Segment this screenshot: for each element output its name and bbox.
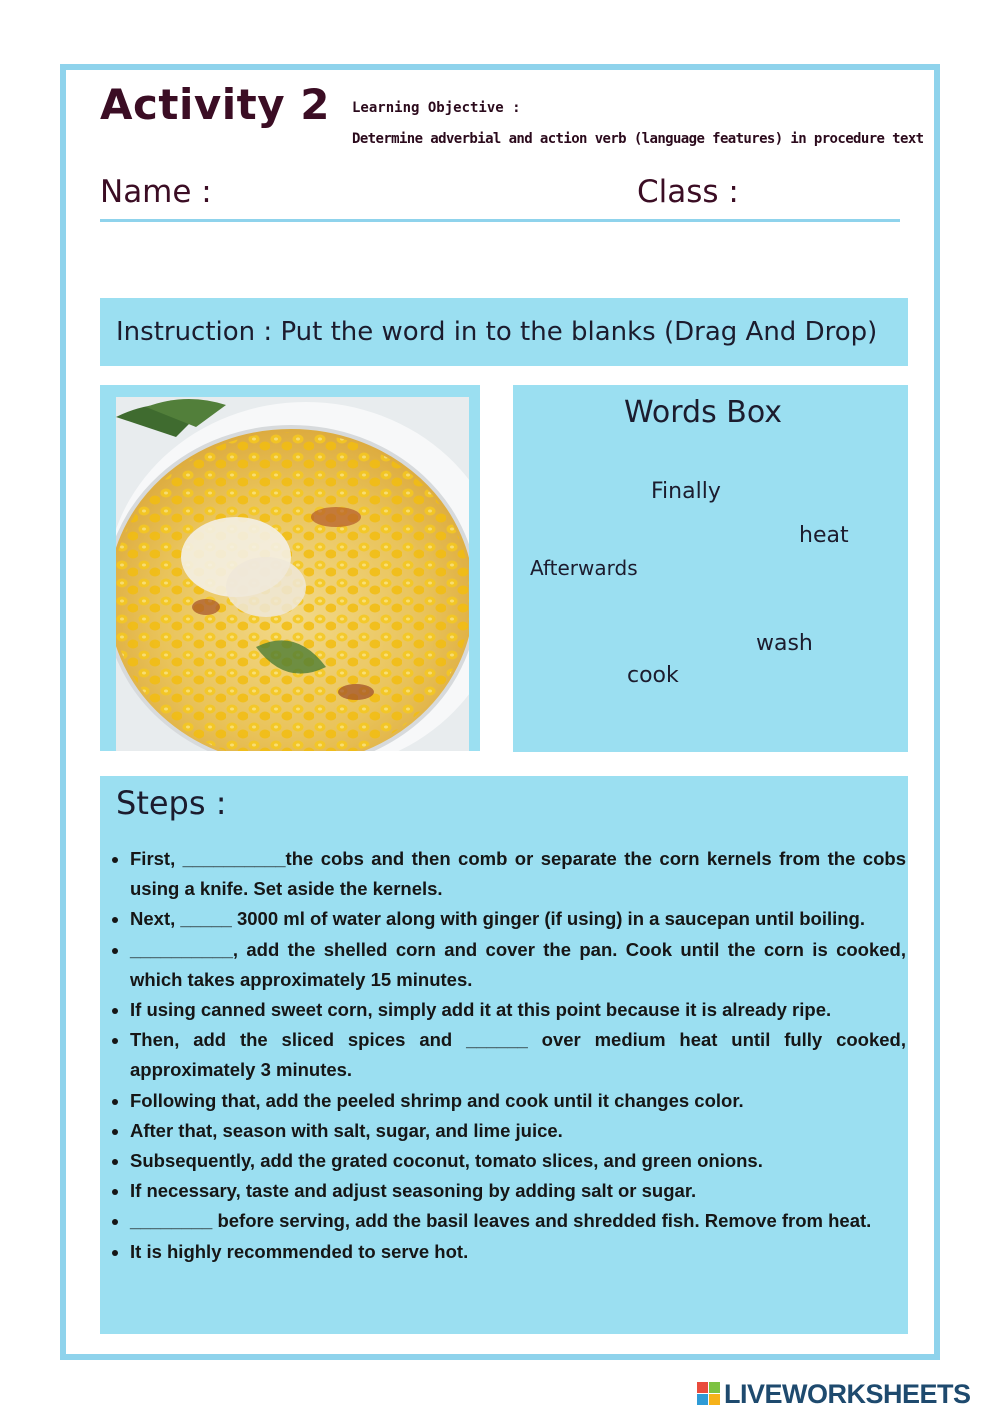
word-afterwards[interactable]: Afterwards: [530, 556, 638, 580]
words-box: [513, 385, 908, 752]
step-item: • It is highly recommended to serve hot.: [130, 1237, 906, 1267]
instruction-banner: [100, 298, 908, 366]
step-item: • ________ before serving, add the basil leaves and shredded fish. Remove from heat.: [130, 1206, 906, 1236]
word-wash[interactable]: wash: [756, 631, 813, 656]
name-underline: [100, 219, 900, 222]
instruction-text: Instruction : Put the word in to the blanks (Drag And Drop): [116, 317, 878, 347]
step-item: • Following that, add the peeled shrimp and cook until it changes color.: [130, 1086, 906, 1116]
corn-soup-photo: [116, 397, 469, 751]
step-item: • __________, add the shelled corn and cover the pan. Cook until the corn is cooked, which takes approximately 15 minutes.: [130, 935, 906, 995]
step-item: • If using canned sweet corn, simply add it at this point because it is already ripe.: [130, 995, 906, 1025]
name-label: Name :: [100, 174, 212, 210]
objective-text: Determine adverbial and action verb (language features) in procedure text: [352, 131, 924, 147]
steps-title: Steps :: [116, 784, 227, 822]
step-item: • First, __________the cobs and then comb or separate the corn kernels from the cobs using a knife. Set aside the kernels.: [130, 844, 906, 904]
photo-frame: [100, 385, 480, 751]
word-cook[interactable]: cook: [627, 663, 679, 688]
page-title: Activity 2: [100, 80, 330, 129]
word-heat[interactable]: heat: [799, 523, 849, 548]
step-item: • Subsequently, add the grated coconut, tomato slices, and green onions.: [130, 1146, 906, 1176]
liveworksheets-logo-icon: [697, 1382, 721, 1406]
steps-list: [108, 844, 906, 1267]
step-item: • After that, season with salt, sugar, and lime juice.: [130, 1116, 906, 1146]
steps-panel: [100, 776, 908, 1334]
step-item: • Then, add the sliced spices and ______ over medium heat until fully cooked, approximately 3 minutes.: [130, 1025, 906, 1085]
word-finally[interactable]: Finally: [651, 479, 721, 504]
class-label: Class :: [637, 174, 739, 210]
liveworksheets-logo[interactable]: [697, 1378, 971, 1410]
liveworksheets-brand: LIVEWORKSHEETS: [724, 1378, 971, 1409]
step-item: • If necessary, taste and adjust seasoning by adding salt or sugar.: [130, 1176, 906, 1206]
step-item: • Next, _____ 3000 ml of water along with ginger (if using) in a saucepan until boiling.: [130, 904, 906, 934]
objective-label: Learning Objective :: [352, 100, 521, 116]
words-box-title: Words Box: [623, 395, 783, 430]
